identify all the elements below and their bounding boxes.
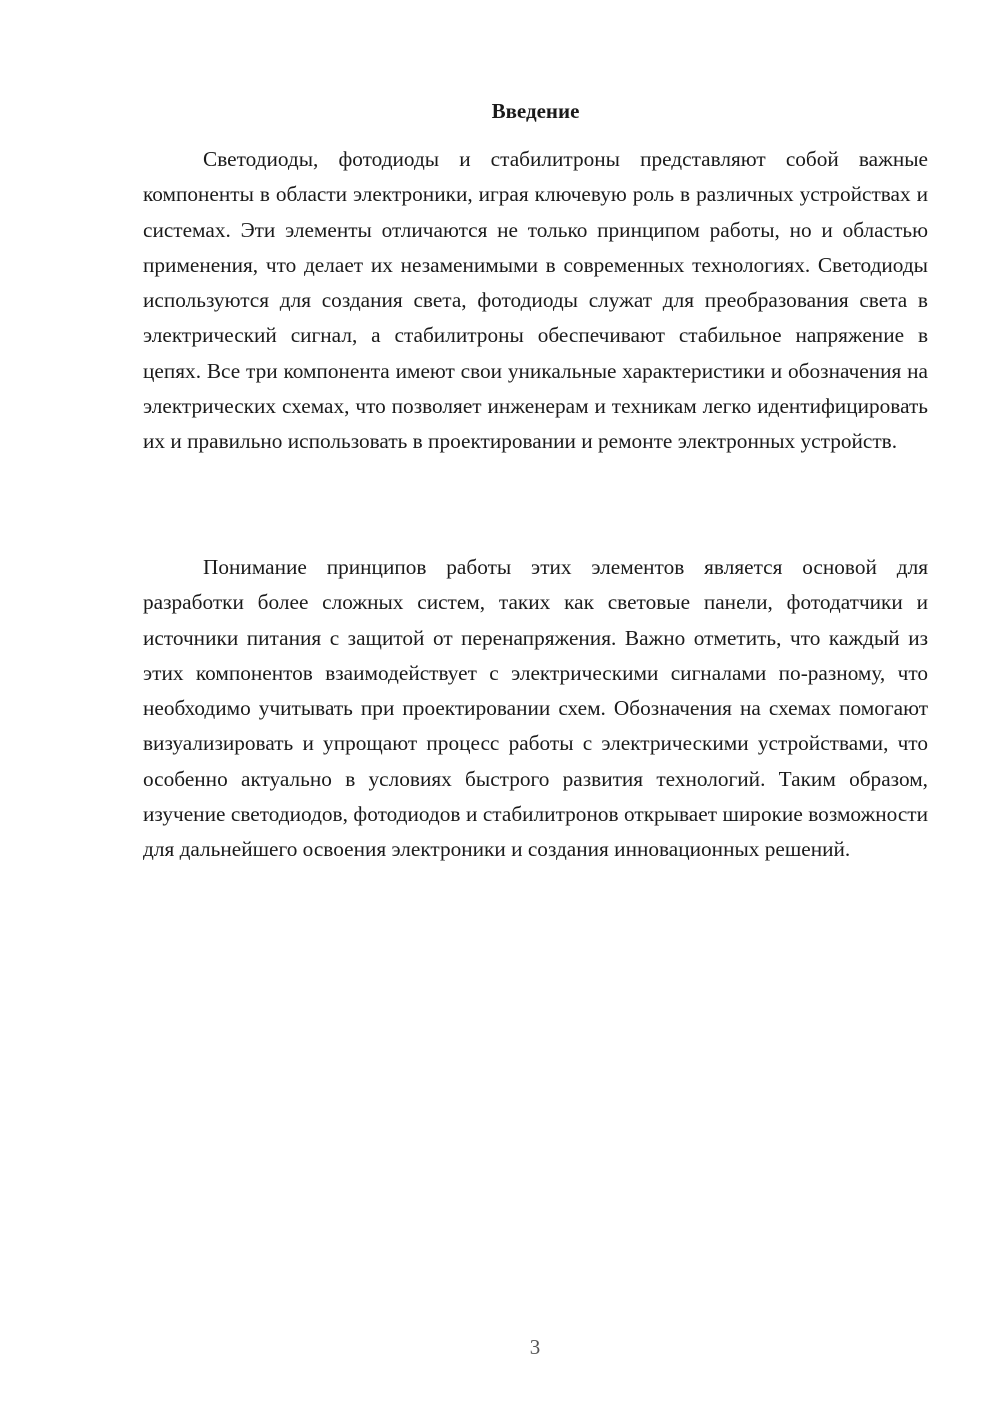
paragraph-2: Понимание принципов работы этих элементов является основой для разработки более сложных систем, таких как световые панели, фотодатчики и источники питания с защитой от перенапряжения. Важно отметить, что каждый из этих компонентов взаимодействует с электрическими сигналами по-разному, что необходимо учитывать при проектировании схем. Обозначения на схемах помогают визуализировать и упрощают процесс работы с электрическими устройствами, что особенно актуально в условиях быстрого развития технологий. Таким образом, изучение светодиодов, фотодиодов и стабилитронов открывает широкие возможности для дальнейшего освоения электроники и создания инновационных решений.	[143, 555, 928, 862]
page-number: 3	[529, 1335, 541, 1359]
paragraph-1: Светодиоды, фотодиоды и стабилитроны представляют собой важные компоненты в области электроники, играя ключевую роль в различных устройствах и системах. Эти элементы отличаются не только принципом работы, но и областью применения, что делает их незаменимыми в современных технологиях. Светодиоды используются для создания света, фотодиоды служат для преобразования света в электрический сигнал, а стабилитроны обеспечивают стабильное напряжение в цепях. Все три компонента имеют свои уникальные характеристики и обозначения на электрических схемах, что позволяет инженерам и техникам легко идентифицировать их и правильно использовать в проектировании и ремонте электронных устройств.	[143, 147, 928, 454]
section-heading: Введение	[491, 99, 580, 123]
